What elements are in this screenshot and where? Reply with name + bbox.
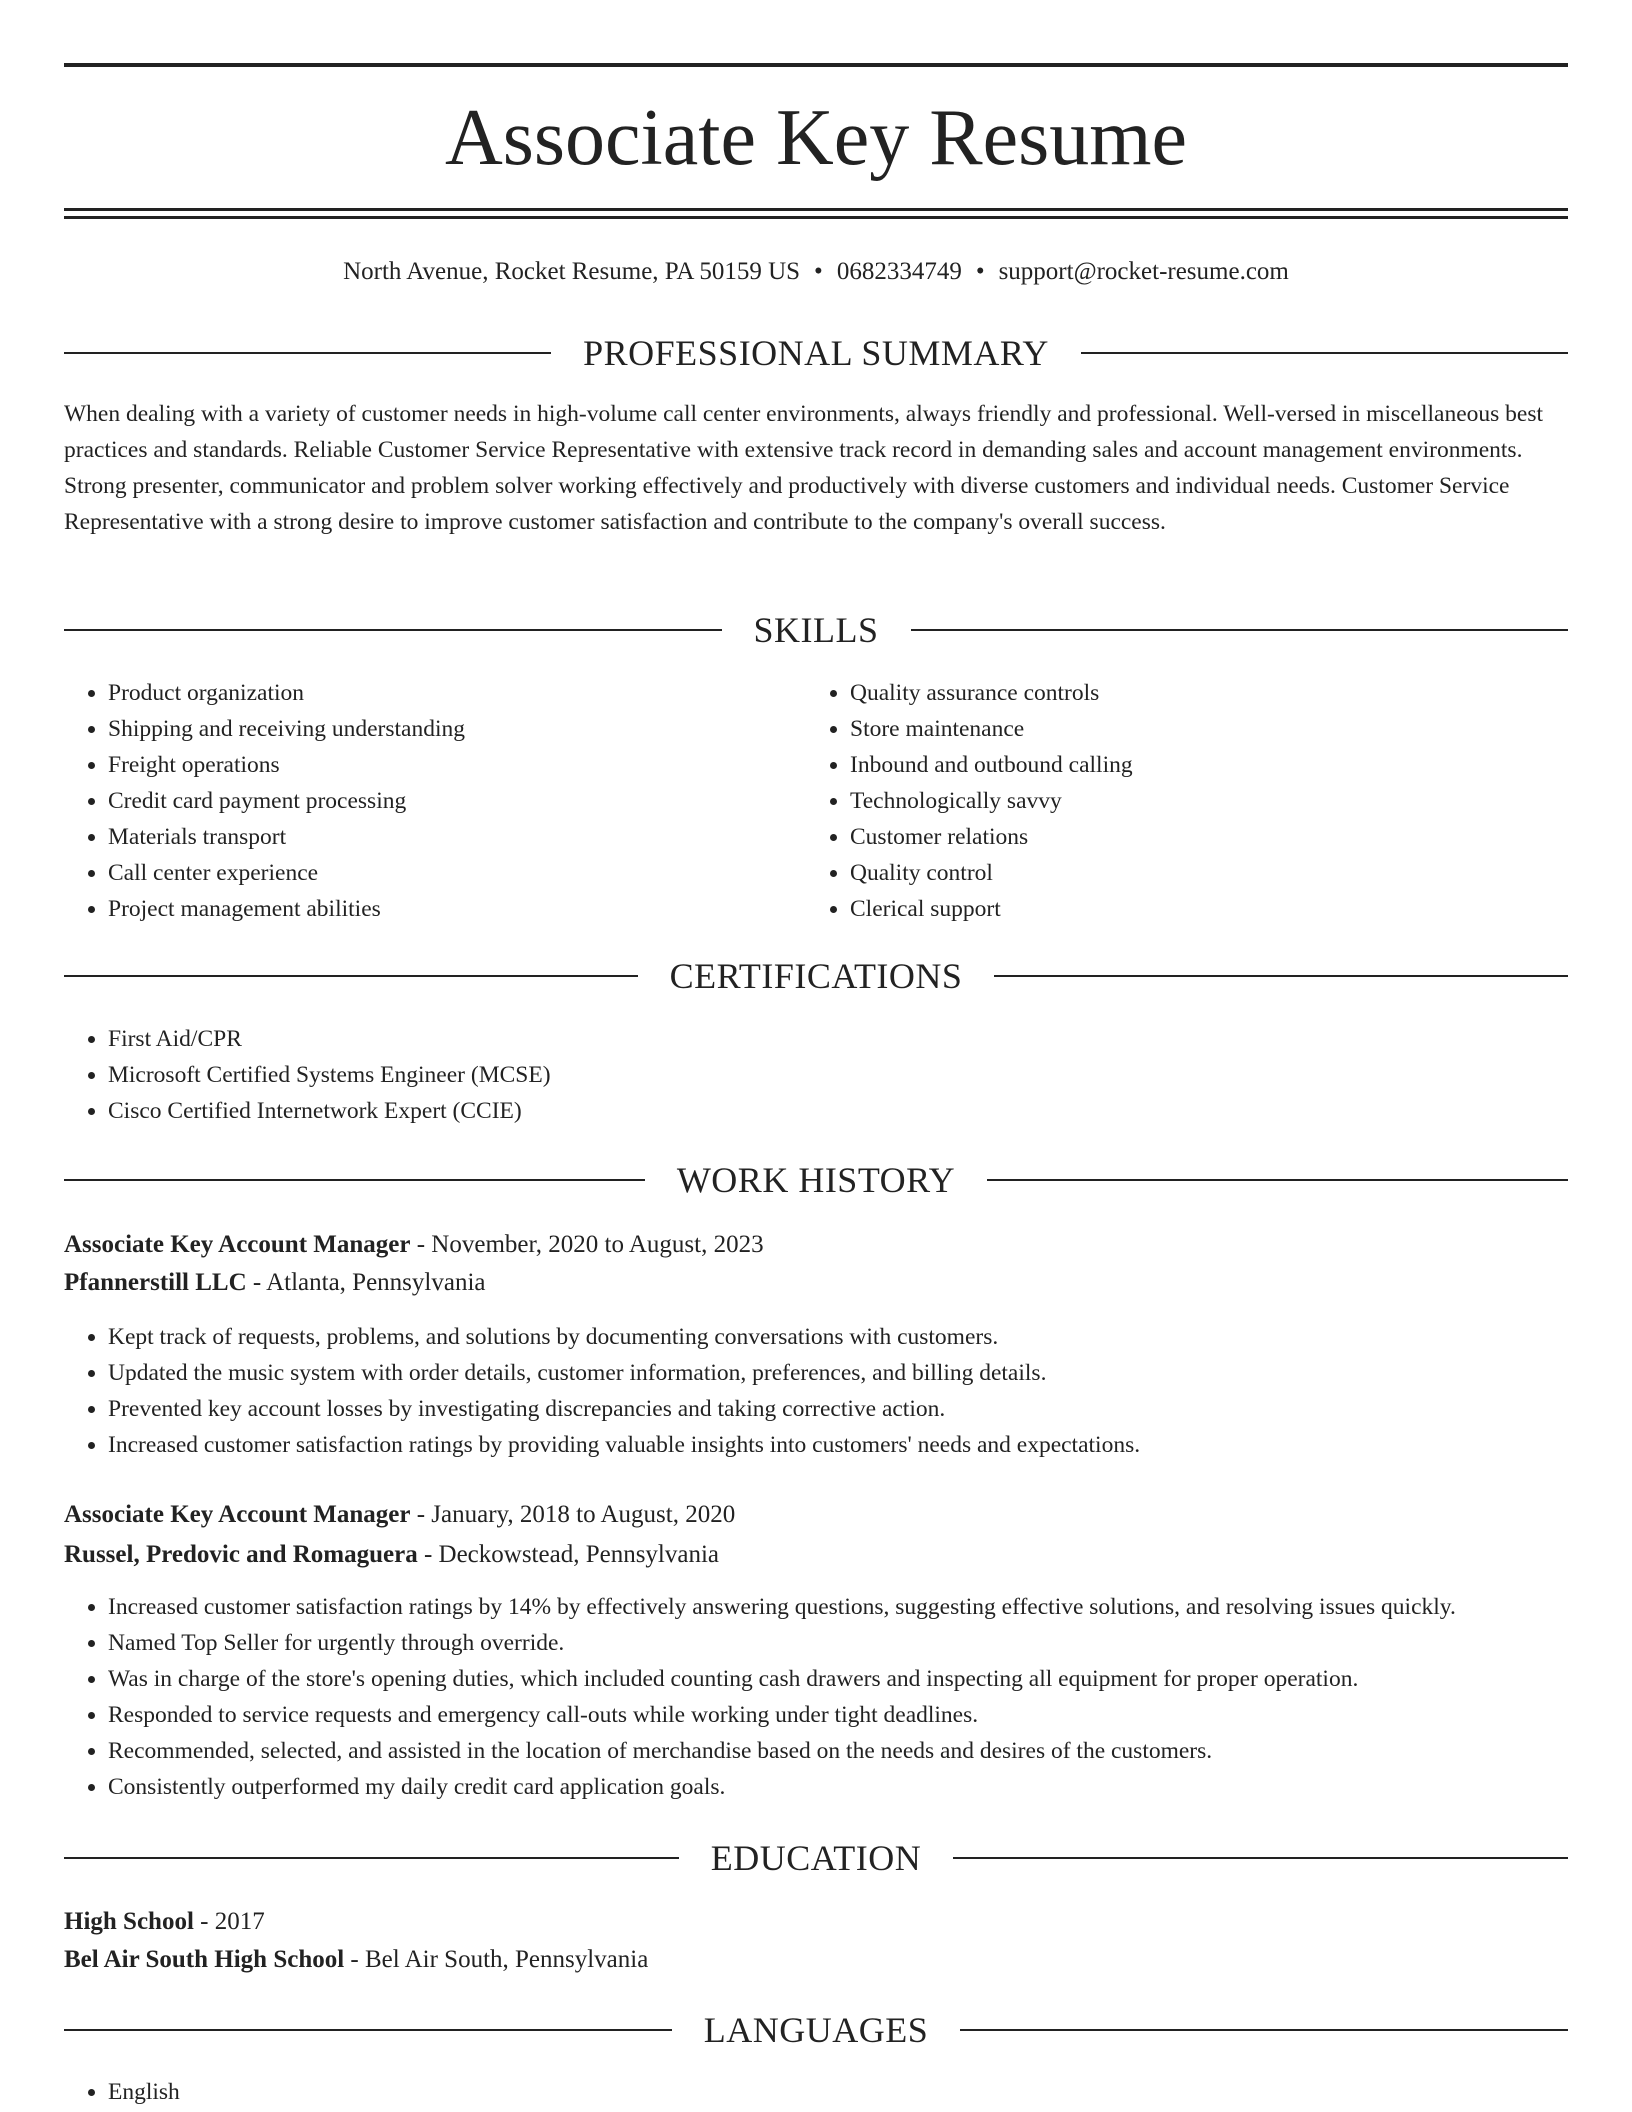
list-item: • Inbound and outbound calling (850, 747, 1540, 783)
list-item: • English (108, 2074, 708, 2110)
list-item: • Named Top Seller for urgently through override. (108, 1625, 1612, 1661)
education-degree-line (64, 1903, 1568, 1941)
certifications-list (64, 1021, 1508, 1129)
list-item: • Recommended, selected, and assisted in the location of merchandise based on the needs and desires of the customers. (108, 1733, 1612, 1769)
contact-separator: • (975, 258, 985, 285)
list-item: • Shipping and receiving understanding (108, 711, 798, 747)
list-item: • Cisco Certified Internetwork Expert (CCIE) (108, 1093, 1508, 1129)
section-header-skills (64, 608, 1568, 652)
section-rule (911, 629, 1569, 631)
education-degree: High School (64, 1908, 194, 1935)
job-company: Russel, Predovic and Romaguera (64, 1541, 418, 1568)
resume-title: Associate Key Resume (444, 94, 1188, 182)
list-item: • Customer relations (850, 819, 1540, 855)
title-rule-lower (64, 216, 1568, 219)
section-title: EDUCATION (710, 1838, 922, 1878)
list-item: • First Aid/CPR (108, 1021, 1508, 1057)
summary-text: When dealing with a variety of customer needs in high-volume call center environments, always friendly and professional. Well-versed in miscellaneous best practices and standards. Reliable Customer Service Representative with extensive track record in demanding sales and account management environments. Strong presenter, communicator and problem solver working effectively and productively with diverse customers and individual needs. Customer Service Representative with a strong desire to improve customer satisfaction and contribute to the company's overall success. (64, 401, 1544, 535)
job-1-bullets (64, 1319, 1608, 1463)
contact-address: North Avenue, Rocket Resume, PA 50159 US (343, 258, 801, 285)
education-school: Bel Air South High School (64, 1946, 345, 1973)
list-item: • Responded to service requests and emergency call-outs while working under tight deadlines. (108, 1697, 1612, 1733)
list-item: • Microsoft Certified Systems Engineer (MCSE) (108, 1057, 1508, 1093)
list-item: • Technologically savvy (850, 783, 1540, 819)
list-item: • Call center experience (108, 855, 798, 891)
education-year: - 2017 (193, 1908, 265, 1935)
list-item: • Credit card payment processing (108, 783, 798, 819)
list-item: • Quality control (850, 855, 1540, 891)
section-rule (64, 975, 638, 977)
list-item: • Product organization (108, 675, 798, 711)
list-item: • Project management abilities (108, 891, 798, 927)
job-location: - Atlanta, Pennsylvania (246, 1269, 486, 1296)
section-header-summary (64, 331, 1568, 375)
job-title: Associate Key Account Manager (64, 1231, 411, 1258)
list-item: • Freight operations (108, 747, 798, 783)
education-school-line (64, 1941, 1568, 1979)
job-title: Associate Key Account Manager (64, 1501, 411, 1528)
job-company: Pfannerstill LLC (64, 1269, 247, 1296)
skills-list-left (64, 675, 798, 927)
title-rule-upper (64, 208, 1568, 211)
contact-line (64, 254, 1568, 290)
section-header-languages (64, 2008, 1568, 2052)
top-rule (64, 63, 1568, 67)
section-header-certifications (64, 954, 1568, 998)
list-item: • Increased customer satisfaction ratings by 14% by effectively answering questions, suggesting effective solutions, and resolving issues quickly. (108, 1589, 1612, 1625)
section-header-education (64, 1836, 1568, 1880)
job-dates: - January, 2018 to August, 2020 (410, 1501, 736, 1528)
job-1-title-line (64, 1226, 1568, 1264)
contact-phone: 0682334749 (836, 258, 962, 285)
job-2-bullets (64, 1589, 1612, 1805)
section-rule (1081, 352, 1568, 354)
section-rule (960, 2029, 1568, 2031)
contact-email: support@rocket-resume.com (998, 258, 1289, 285)
section-rule (994, 975, 1568, 977)
list-item: • Updated the music system with order details, customer information, preferences, and billing details. (108, 1355, 1608, 1391)
section-rule (64, 2029, 672, 2031)
section-title: CERTIFICATIONS (669, 956, 963, 996)
section-title: SKILLS (753, 610, 879, 650)
section-title: WORK HISTORY (676, 1160, 956, 1200)
list-item: • Increased customer satisfaction ratings by providing valuable insights into customers' needs and expectations. (108, 1427, 1608, 1463)
section-rule (64, 629, 722, 631)
section-rule (953, 1857, 1568, 1859)
section-title: LANGUAGES (703, 2010, 929, 2050)
section-rule (64, 1179, 645, 1181)
list-item: • Kept track of requests, problems, and solutions by documenting conversations with customers. (108, 1319, 1608, 1355)
list-item: • Quality assurance controls (850, 675, 1540, 711)
job-dates: - November, 2020 to August, 2023 (410, 1231, 764, 1258)
section-header-work-history (64, 1158, 1568, 1202)
education-location: - Bel Air South, Pennsylvania (344, 1946, 649, 1973)
section-rule (64, 1857, 679, 1859)
list-item: • Consistently outperformed my daily credit card application goals. (108, 1769, 1612, 1805)
section-rule (987, 1179, 1568, 1181)
section-title: PROFESSIONAL SUMMARY (583, 333, 1049, 373)
job-2-company-line (64, 1536, 1568, 1574)
list-item: • Store maintenance (850, 711, 1540, 747)
list-item: • Prevented key account losses by investigating discrepancies and taking corrective action. (108, 1391, 1608, 1427)
section-rule (64, 352, 551, 354)
list-item: • Clerical support (850, 891, 1540, 927)
list-item: • Materials transport (108, 819, 798, 855)
job-2-title-line (64, 1496, 1568, 1534)
contact-separator: • (814, 258, 823, 285)
list-item: • Was in charge of the store's opening duties, which included counting cash drawers and inspecting all equipment for proper operation. (108, 1661, 1612, 1697)
job-1-company-line (64, 1264, 1568, 1302)
languages-list (64, 2074, 708, 2110)
job-location: - Deckowstead, Pennsylvania (417, 1541, 720, 1568)
skills-list-right (806, 675, 1540, 927)
